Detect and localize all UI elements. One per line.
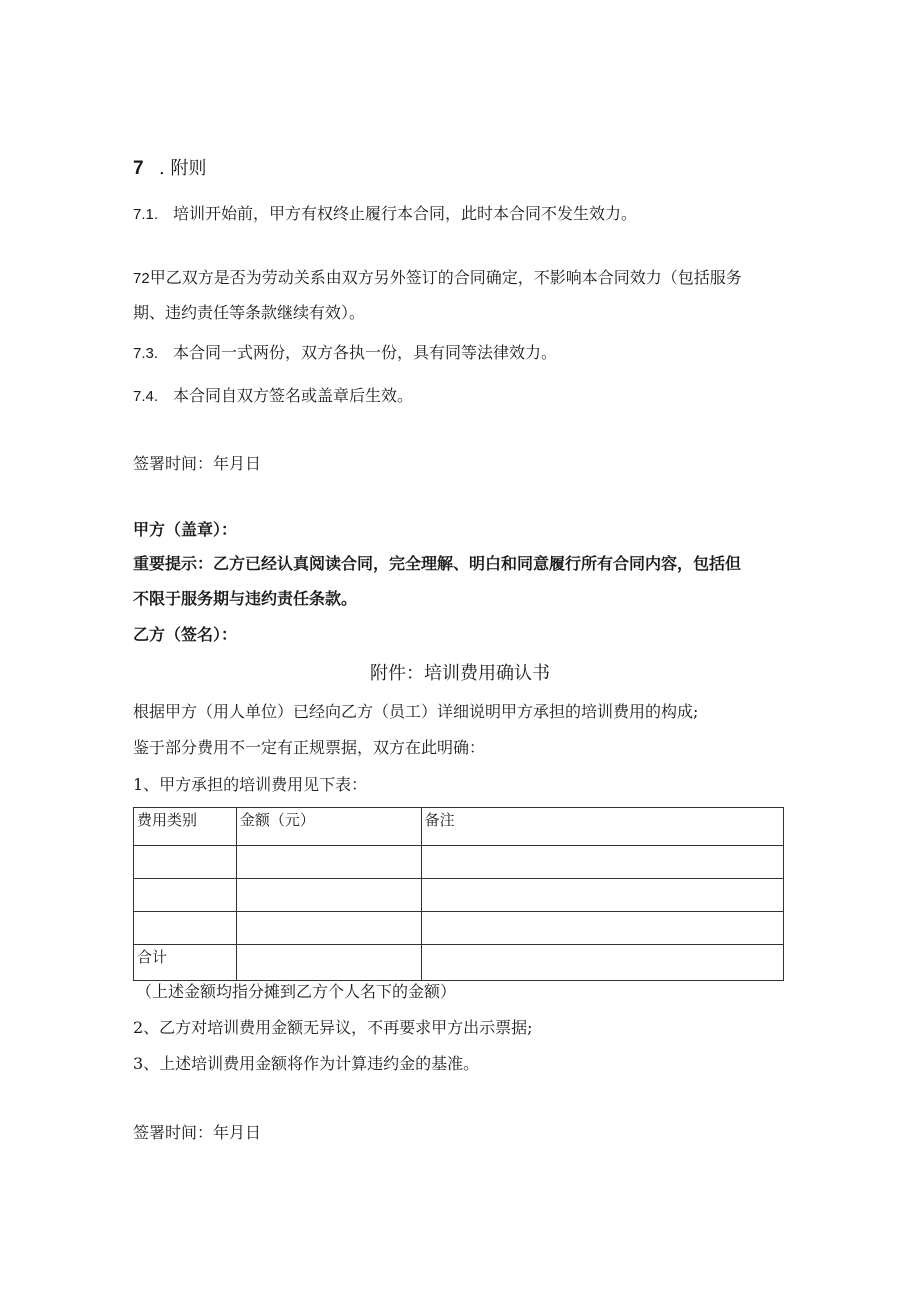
attachment-item1: 1、甲方承担的培训费用见下表： (133, 775, 368, 794)
table-cell (134, 912, 237, 945)
section-number: 7 (133, 158, 144, 179)
attachment-intro2: 鉴于部分费用不一定有正规票据，双方在此明确： (133, 738, 486, 757)
total-remarks (421, 945, 783, 981)
section-title: . 附则 (159, 158, 207, 179)
sign-time-1: 签署时间：年月日 (133, 454, 262, 473)
table-row (134, 846, 784, 879)
notice-line2: 不限于服务期与违约责任条款。 (133, 589, 358, 608)
fee-table (133, 807, 784, 981)
table-row (134, 879, 784, 912)
notice-line1: 重要提示：乙方已经认真阅读合同，完全理解、明白和同意履行所有合同内容，包括但 (133, 554, 742, 573)
table-cell (236, 846, 421, 879)
table-total-row (134, 945, 784, 981)
clause-text: 本合同一式两份，双方各执一份，具有同等法律效力。 (173, 343, 558, 362)
clause-number: 7.3. (133, 345, 159, 362)
party-a-seal: 甲方（盖章）： (133, 520, 238, 539)
header-amount: 金额（元） (236, 808, 421, 846)
table-note: （上述金额均指分摊到乙方个人名下的金额） (136, 982, 457, 1001)
table-cell (236, 879, 421, 912)
table-cell (134, 879, 237, 912)
sign-time-2: 签署时间：年月日 (133, 1123, 262, 1142)
table-cell (134, 846, 237, 879)
attachment-intro1: 根据甲方（用人单位）已经向乙方（员工）详细说明甲方承担的培训费用的构成; (133, 702, 699, 721)
table-cell (421, 846, 783, 879)
table-cell (421, 912, 783, 945)
attachment-item3: 3、上述培训费用金额将作为计算违约金的基准。 (133, 1054, 480, 1073)
clause-text: 甲乙双方是否为劳动关系由双方另外签订的合同确定，不影响本合同效力（包括服务 (149, 268, 742, 287)
party-b-signature: 乙方（签名）： (133, 625, 238, 644)
clause-7-4 (133, 386, 413, 407)
clause-7-3 (133, 343, 557, 364)
total-amount (236, 945, 421, 981)
total-label: 合计 (134, 945, 237, 981)
fee-table-header (134, 808, 784, 846)
table-row (134, 912, 784, 945)
attachment-title: 附件：培训费用确认书 (370, 663, 550, 684)
section-heading (133, 159, 206, 179)
clause-text: 培训开始前，甲方有权终止履行本合同，此时本合同不发生效力。 (173, 204, 638, 223)
clause-number: 7.1. (133, 206, 159, 223)
clause-number: 7.4. (133, 388, 159, 405)
table-cell (421, 879, 783, 912)
header-fee-type: 费用类别 (134, 808, 237, 846)
header-remarks: 备注 (421, 808, 783, 846)
clause-7-1 (133, 204, 637, 225)
table-cell (236, 912, 421, 945)
clause-7-2-line2: 期、违约责任等条款继续有效）。 (133, 303, 366, 322)
attachment-item2: 2、乙方对培训费用金额无异议，不再要求甲方出示票据; (133, 1018, 533, 1037)
clause-7-2-line1 (133, 268, 742, 289)
clause-text: 本合同自双方签名或盖章后生效。 (173, 386, 414, 405)
clause-number: 72 (133, 270, 150, 287)
